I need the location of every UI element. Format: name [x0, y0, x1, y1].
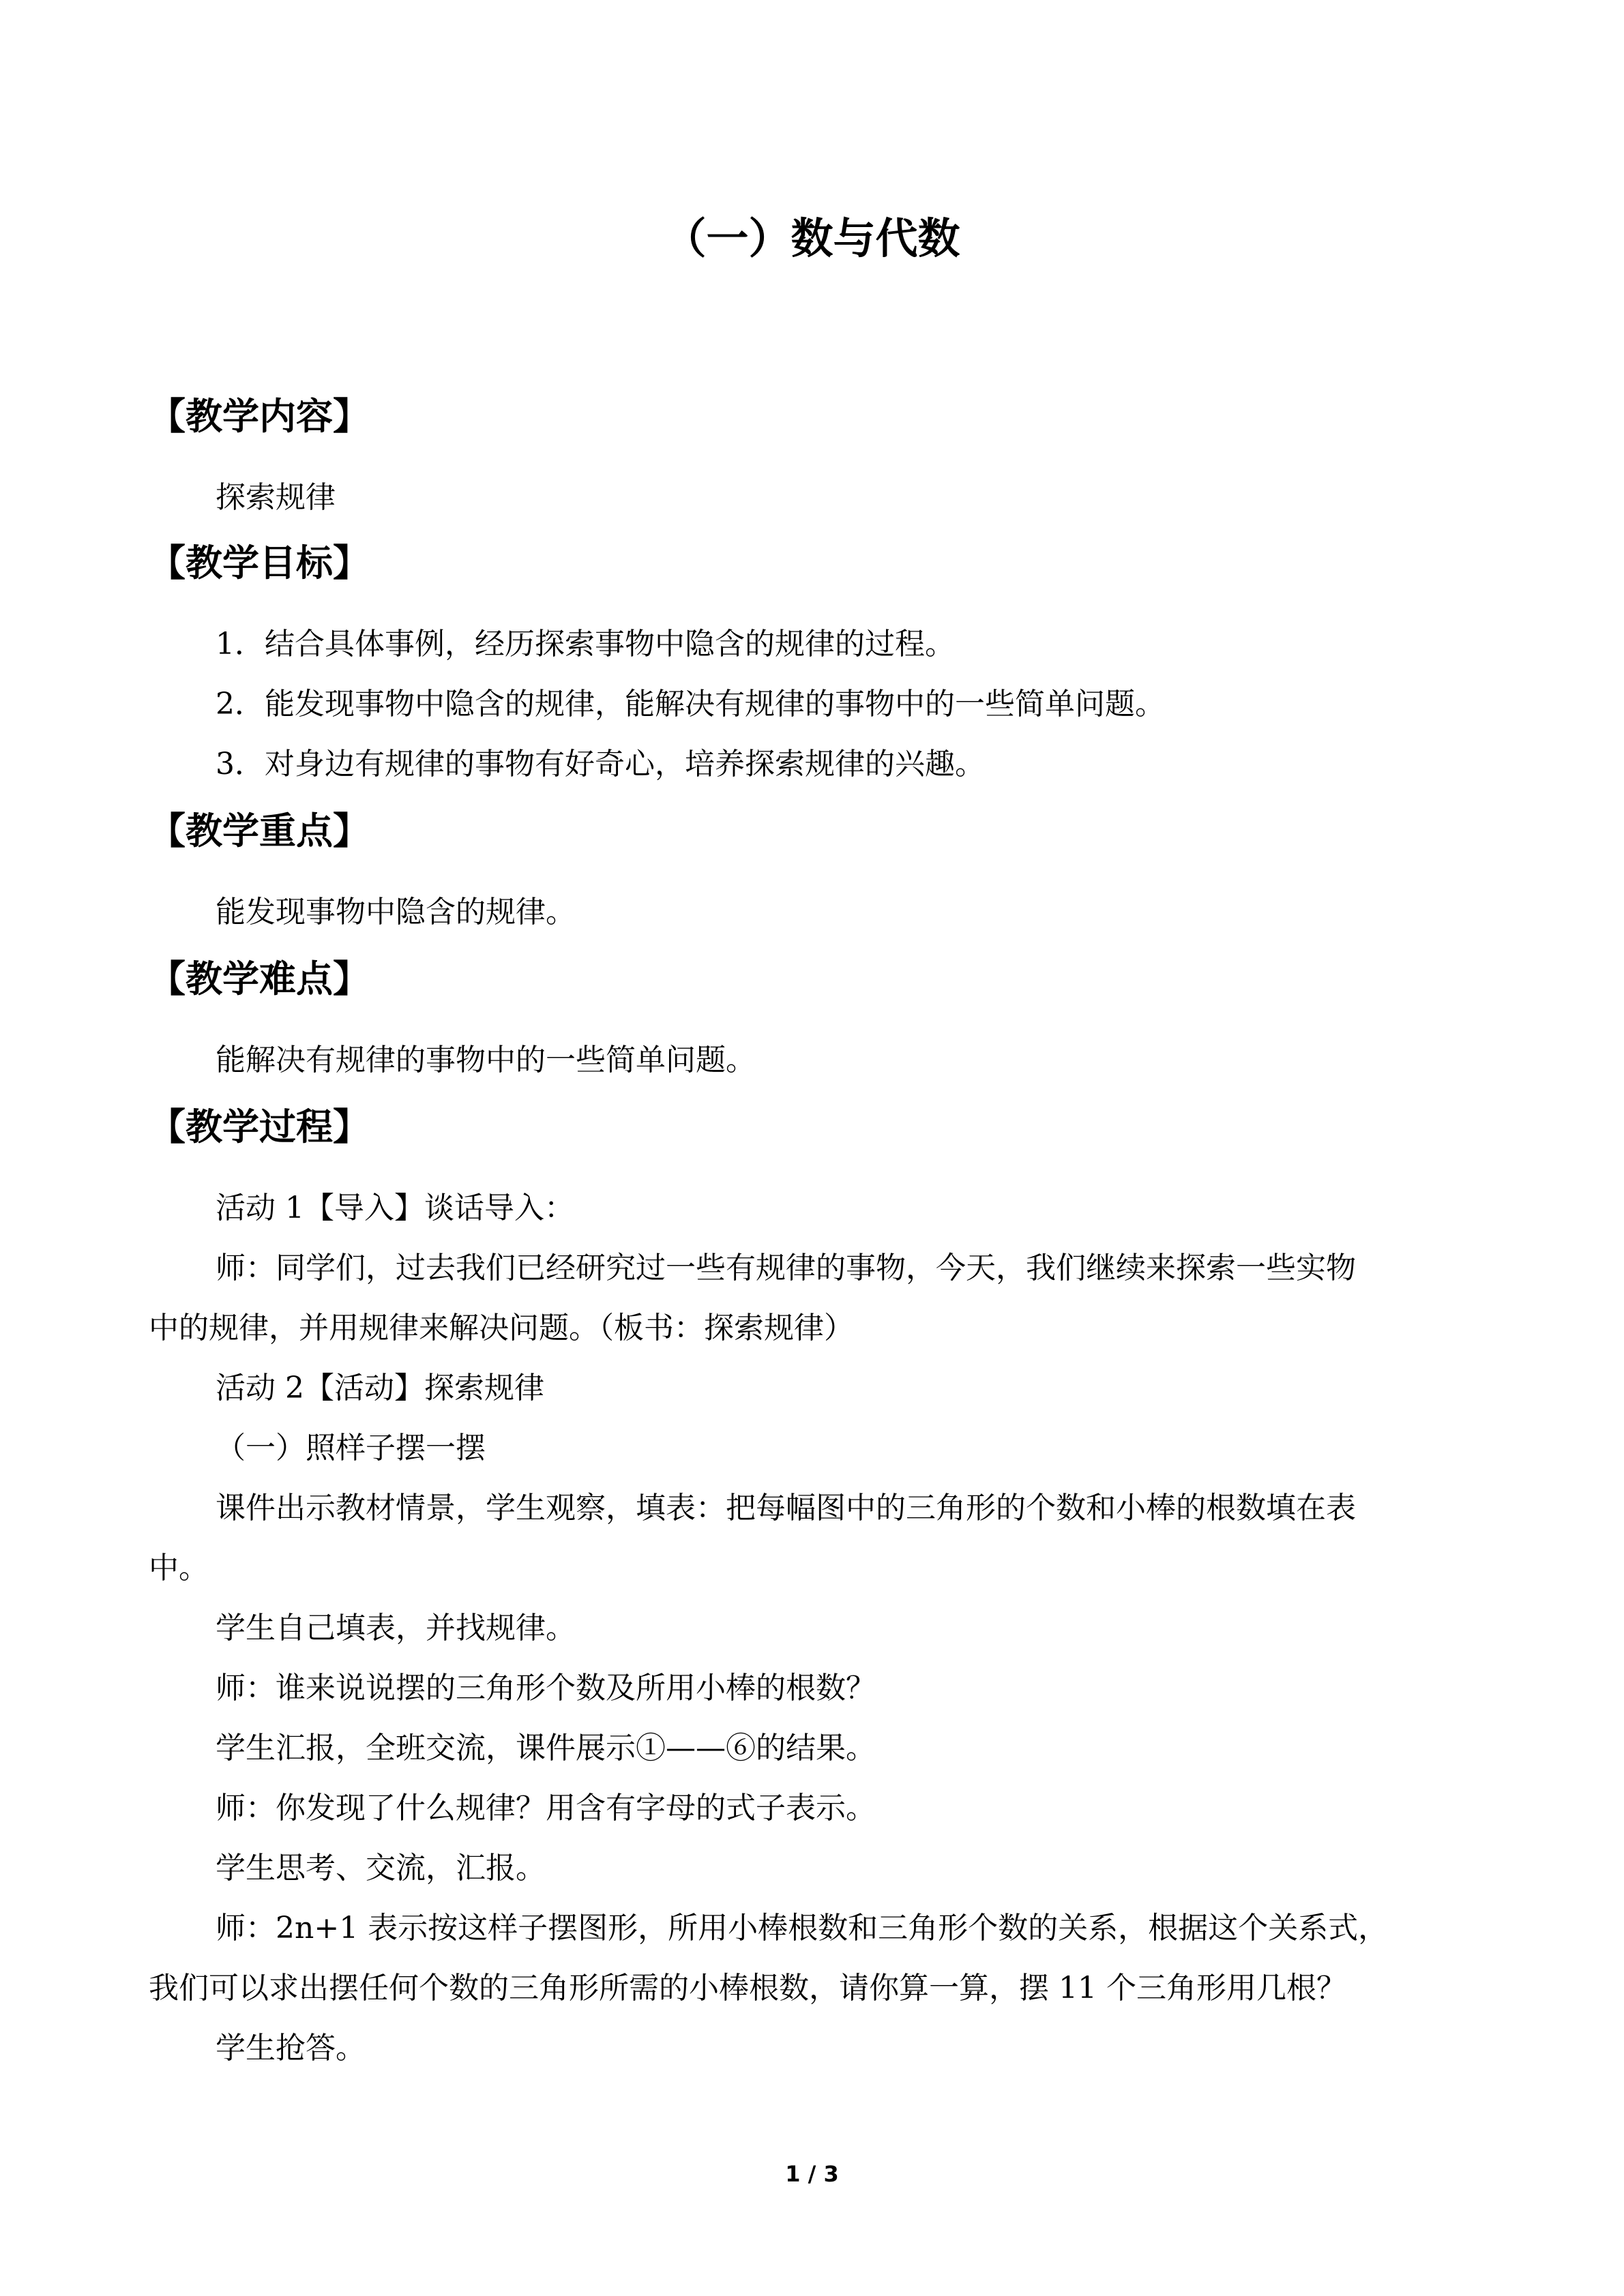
- heading-difficulties: 【教学难点】: [149, 957, 370, 1000]
- process-line-14: 我们可以求出摆任何个数的三角形所需的小棒根数，请你算一算，摆 11 个三角形用几根？: [149, 1971, 1346, 2006]
- process-line-15: 学生抢答。: [216, 2031, 366, 2066]
- goal-item-2: 2．能发现事物中隐含的规律，能解决有规律的事物中的一些简单问题。: [216, 687, 1165, 721]
- process-line-3: 中的规律，并用规律来解决问题。（板书：探索规律）: [149, 1311, 854, 1345]
- process-line-13: 师：2n+1 表示按这样子摆图形，所用小棒根数和三角形个数的关系，根据这个关系式，: [216, 1911, 1389, 1945]
- process-line-8: 学生自己填表，并找规律。: [216, 1611, 576, 1645]
- document-title: （一）数与代数: [664, 213, 960, 263]
- heading-teaching-process: 【教学过程】: [149, 1105, 370, 1148]
- heading-key-points: 【教学重点】: [149, 809, 370, 852]
- process-line-6: 课件出示教材情景，学生观察，填表：把每幅图中的三角形的个数和小棒的根数填在表: [216, 1491, 1356, 1525]
- process-line-10: 学生汇报，全班交流，课件展示①——⑥的结果。: [216, 1731, 876, 1765]
- heading-teaching-goals: 【教学目标】: [149, 541, 370, 584]
- goal-item-1: 1．结合具体事例，经历探索事物中隐含的规律的过程。: [216, 627, 955, 661]
- process-line-12: 学生思考、交流，汇报。: [216, 1851, 546, 1885]
- page-number: 1 / 3: [785, 2161, 839, 2187]
- goal-item-3: 3．对身边有规律的事物有好奇心，培养探索规律的兴趣。: [216, 747, 985, 781]
- process-line-1: 活动 1【导入】谈话导入：: [216, 1191, 574, 1225]
- process-line-7: 中。: [149, 1551, 209, 1585]
- process-line-4: 活动 2【活动】探索规律: [216, 1371, 544, 1405]
- process-line-9: 师：谁来说说摆的三角形个数及所用小棒的根数？: [216, 1671, 876, 1705]
- key-points-text: 能发现事物中隐含的规律。: [216, 895, 576, 929]
- heading-teaching-content: 【教学内容】: [149, 394, 370, 438]
- process-line-5: （一）照样子摆一摆: [216, 1431, 486, 1465]
- difficulties-text: 能解决有规律的事物中的一些简单问题。: [216, 1043, 756, 1077]
- process-line-2: 师：同学们，过去我们已经研究过一些有规律的事物，今天，我们继续来探索一些实物: [216, 1251, 1356, 1285]
- process-line-11: 师：你发现了什么规律？用含有字母的式子表示。: [216, 1791, 876, 1825]
- teaching-content-text: 探索规律: [216, 480, 336, 515]
